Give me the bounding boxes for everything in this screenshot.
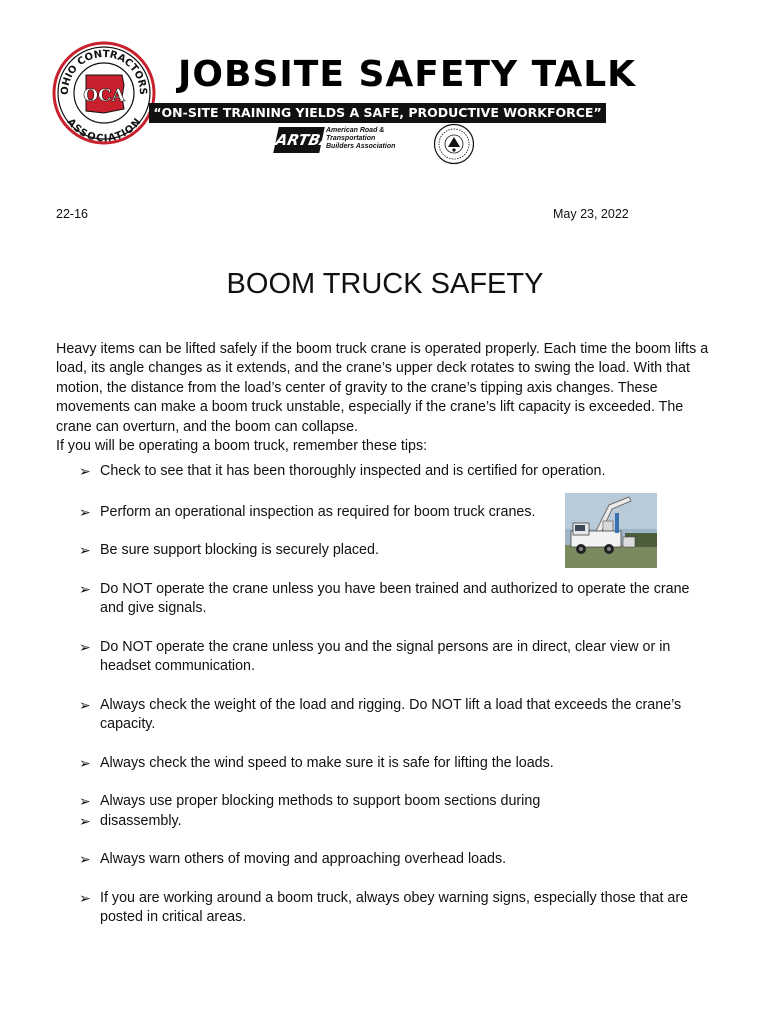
bullet-arrow-icon: ➢: [79, 504, 91, 520]
bullet-arrow-icon: ➢: [79, 639, 91, 655]
bullet-arrow-icon: ➢: [79, 755, 91, 771]
ohio-contractors-seal-icon: [52, 41, 156, 145]
list-item: ➢ Always check the wind speed to make sure it is safe for lifting the loads.: [56, 754, 726, 773]
highway-seal-icon: [433, 123, 475, 165]
intro-text: [56, 340, 718, 456]
bullet-arrow-icon: ➢: [79, 813, 91, 829]
boom-truck-photo: [565, 493, 657, 568]
list-item: ➢ Always check the weight of the load and rigging. Do NOT lift a load that exceeds the crane’s capacity.: [79, 697, 682, 733]
seal-text-bottom: ASSOCIATION: [64, 116, 144, 145]
artba-logo: [276, 127, 396, 155]
seal-text-top: OHIO CONTRACTORS: [59, 48, 149, 96]
bullet-arrow-icon: ➢: [79, 463, 91, 479]
list-item: ➢ If you are working around a boom truck, always obey warning signs, especially those that are posted in critical areas.: [79, 890, 689, 926]
seal-monogram: OCA: [83, 86, 125, 106]
list-item: ➢ Do NOT operate the crane unless you have been trained and authorized to operate the crane and give signals.: [79, 581, 690, 617]
list-item: ➢ Perform an operational inspection as required for boom truck cranes.: [56, 503, 726, 522]
document-heading: BOOM TRUCK SAFETY: [226, 268, 544, 300]
list-item: ➢ Do NOT operate the crane unless you and the signal persons are in direct, clear view or in headset communication.: [79, 639, 671, 675]
bullet-arrow-icon: ➢: [79, 581, 91, 597]
list-item: ➢ Be sure support blocking is securely placed.: [56, 541, 726, 560]
issue-date: May 23, 2022: [553, 207, 629, 221]
intro-lead: If you will be operating a boom truck, remember these tips:: [56, 438, 428, 455]
bullet-arrow-icon: ➢: [79, 890, 91, 906]
list-item: ➢ Check to see that it has been thoroughly inspected and is certified for operation.: [56, 462, 726, 481]
issue-number: 22-16: [56, 207, 88, 221]
slogan-banner: “ON-SITE TRAINING YIELDS A SAFE, PRODUCTIVE WORKFORCE”: [149, 103, 606, 123]
list-item: ➢ disassembly.: [56, 812, 726, 831]
artba-name: American Road & Transportation Builders Association: [326, 127, 396, 150]
bullet-arrow-icon: ➢: [79, 851, 91, 867]
page-title: JOBSITE SAFETY TALK: [178, 54, 637, 95]
intro-paragraph: Heavy items can be lifted safely if the boom truck crane is operated properly. Each time the boom lifts a load, its angle changes as it extends, and the crane’s upper deck rotates to swing the load. With that motion, the distance from the load’s center of gravity to the crane’s tipping axis changes. These movements can make a boom truck unstable, especially if the crane’s lift capacity is exceeded. The crane can overturn, and the boom can collapse.: [56, 341, 709, 435]
bullet-arrow-icon: ➢: [79, 793, 91, 809]
bullet-arrow-icon: ➢: [79, 542, 91, 558]
artba-mark: ARTBA: [273, 127, 325, 153]
bullet-arrow-icon: ➢: [79, 697, 91, 713]
list-item: ➢ Always warn others of moving and approaching overhead loads.: [56, 850, 726, 869]
list-item: ➢ Always use proper blocking methods to support boom sections during: [56, 792, 726, 811]
